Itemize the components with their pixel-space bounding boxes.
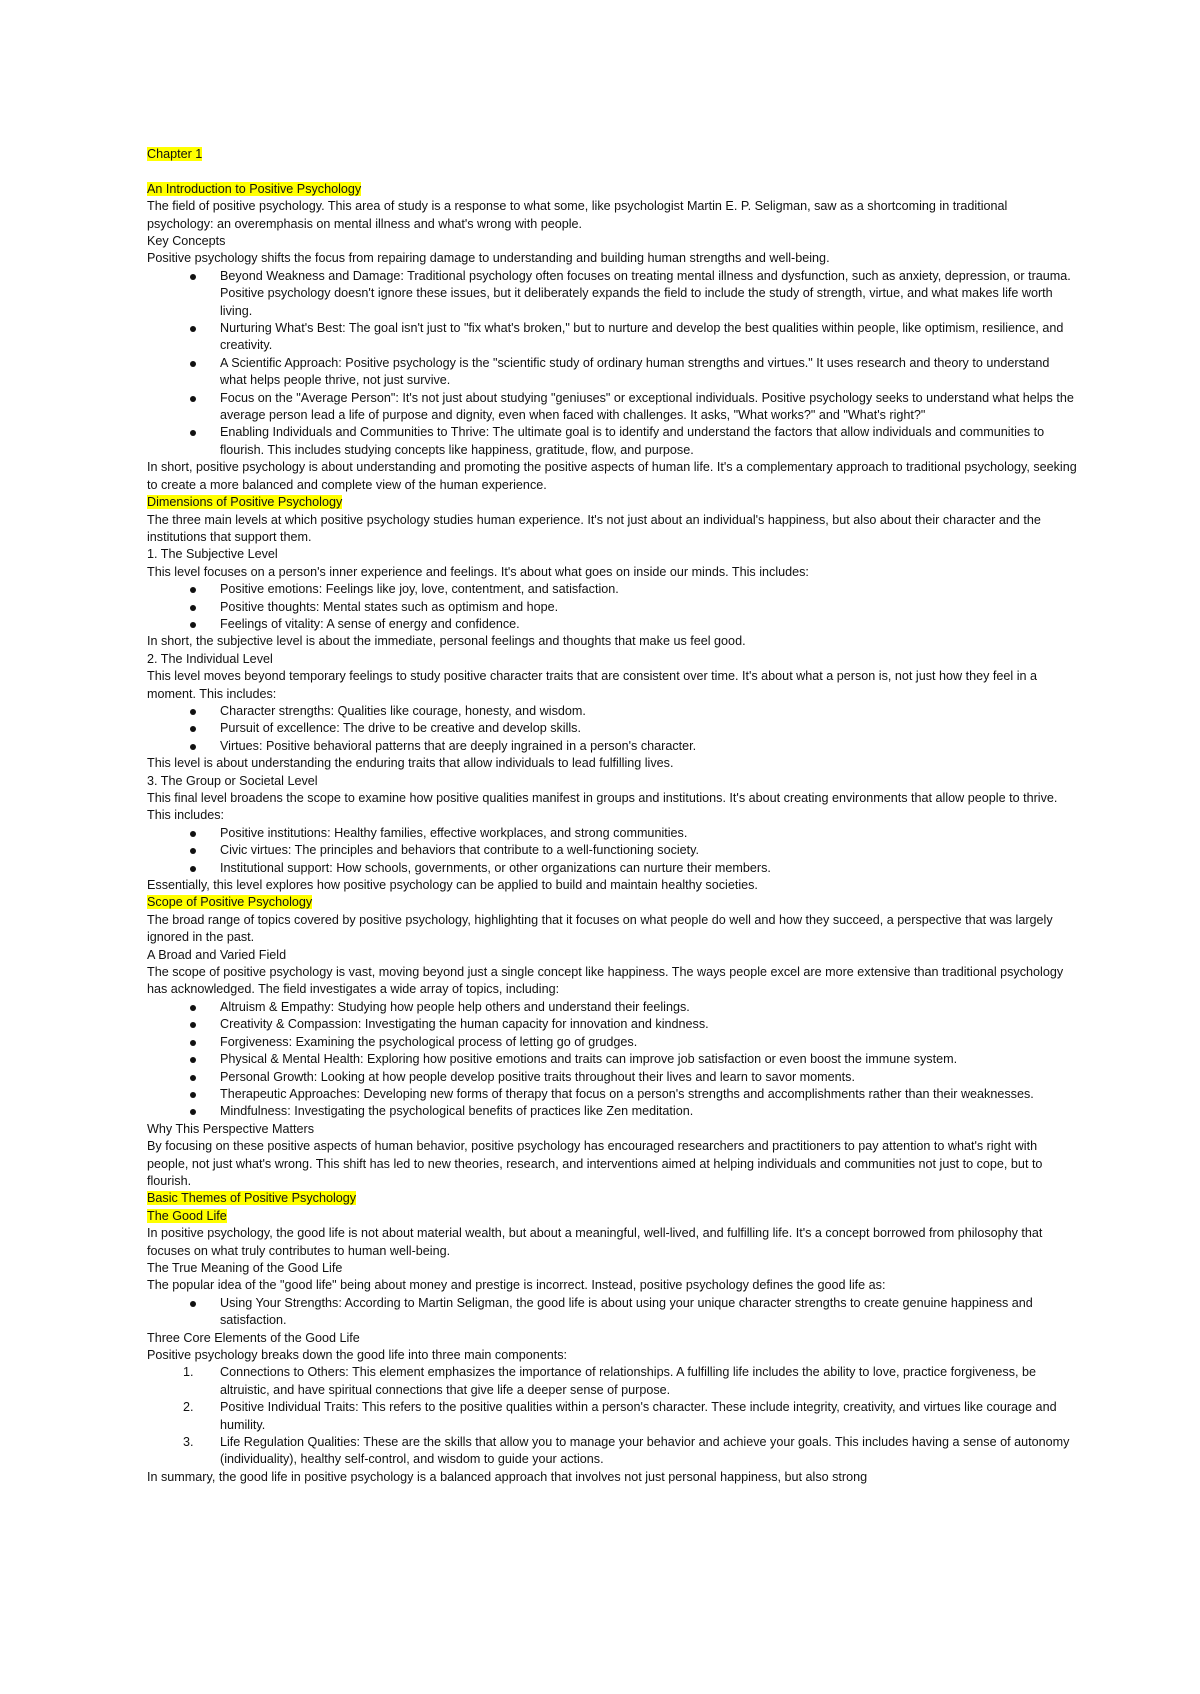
good-life-list [147, 1295, 1077, 1330]
list-item: Nurturing What's Best: The goal isn't just to "fix what's broken," but to nurture and develop the best qualities within people, like optimism, resilience, and creativity. [220, 320, 1077, 355]
subjective-summary: In short, the subjective level is about the immediate, personal feelings and thoughts that make us feel good. [147, 634, 746, 649]
intro-heading-text: An Introduction to Positive Psychology [147, 181, 362, 196]
list-item: Creativity & Compassion: Investigating the human capacity for innovation and kindness. [220, 1016, 1077, 1033]
group-summary: Essentially, this level explores how positive psychology can be applied to build and maintain healthy societies. [147, 878, 758, 893]
scope-heading [147, 894, 1077, 911]
scope-subheading-field: A Broad and Varied Field [147, 947, 287, 962]
list-item: Character strengths: Qualities like courage, honesty, and wisdom. [220, 703, 1077, 720]
chapter-title [147, 146, 1077, 163]
intro-summary: In short, positive psychology is about understanding and promoting the positive aspects of human life. It's a complementary approach to traditional psychology, seeking to create a more balanced and complete view of the human experience. [147, 460, 1077, 492]
individual-summary: This level is about understanding the enduring traits that allow individuals to lead fulfilling lives. [147, 756, 674, 771]
list-item: Civic virtues: The principles and behaviors that contribute to a well-functioning society. [220, 842, 1077, 859]
list-item: Positive emotions: Feelings like joy, love, contentment, and satisfaction. [220, 581, 1077, 598]
themes-heading [147, 1190, 1077, 1207]
group-intro: This final level broadens the scope to examine how positive qualities manifest in groups and institutions. It's about creating environments that allow people to thrive. This includes: [147, 791, 1058, 823]
list-item: Virtues: Positive behavioral patterns that are deeply ingrained in a person's character. [220, 738, 1077, 755]
individual-list [147, 703, 1077, 755]
subjective-list [147, 581, 1077, 633]
individual-title: 2. The Individual Level [147, 651, 273, 666]
intro-shift: Positive psychology shifts the focus from repairing damage to understanding and building human strengths and well-being. [147, 251, 830, 266]
list-item: Using Your Strengths: According to Martin Seligman, the good life is about using your unique character strengths to create genuine happiness and satisfaction. [220, 1295, 1077, 1330]
good-life-heading-text: The Good Life [147, 1208, 227, 1223]
individual-intro: This level moves beyond temporary feelings to study positive character traits that are consistent over time. It's about what a person is, not just how they feel in a moment. This includes: [147, 669, 1038, 701]
list-item: Enabling Individuals and Communities to Thrive: The ultimate goal is to identify and understand the factors that allow individuals and communities to flourish. This includes studying concepts like happiness, gratitude, flow, and purpose. [220, 424, 1077, 459]
dimensions-intro: The three main levels at which positive psychology studies human experience. It's not just about an individual's happiness, but also about their character and the institutions that support them. [147, 512, 1041, 544]
numbered-item: Life Regulation Qualities: These are the skills that allow you to manage your behavior and achieve your goals. This includes having a sense of autonomy (individuality), healthy self-control, and wisdom to guide your actions. [220, 1435, 1070, 1467]
list-item: Therapeutic Approaches: Developing new forms of therapy that focus on a person's strengths and accomplishments rather than their weaknesses. [220, 1086, 1077, 1103]
list-item: Forgiveness: Examining the psychological process of letting go of grudges. [220, 1034, 1077, 1051]
scope-topics-list [147, 999, 1077, 1121]
list-item: Institutional support: How schools, governments, or other organizations can nurture their members. [220, 860, 1077, 877]
dimensions-heading-text: Dimensions of Positive Psychology [147, 495, 343, 510]
dimensions-heading [147, 494, 1077, 511]
chapter-title-text: Chapter 1 [147, 147, 203, 161]
themes-heading-text: Basic Themes of Positive Psychology [147, 1191, 357, 1206]
group-title: 3. The Group or Societal Level [147, 773, 318, 788]
key-concepts-label: Key Concepts [147, 234, 226, 249]
list-item: Mindfulness: Investigating the psychological benefits of practices like Zen meditation. [220, 1103, 1077, 1120]
subjective-intro: This level focuses on a person's inner experience and feelings. It's about what goes on inside our minds. This includes: [147, 564, 809, 579]
blank-line [147, 163, 1077, 180]
good-life-paragraph-meaning: The popular idea of the "good life" being about money and prestige is incorrect. Instead, positive psychology defines the good life as: [147, 1278, 886, 1293]
list-item: A Scientific Approach: Positive psychology is the "scientific study of ordinary human strengths and virtues." It uses research and theory to understand what helps people thrive, not just survive. [220, 355, 1077, 390]
list-item: Physical & Mental Health: Exploring how positive emotions and traits can improve job satisfaction or even boost the immune system. [220, 1051, 1077, 1068]
numbered-item: Positive Individual Traits: This refers to the positive qualities within a person's character. These include integrity, creativity, and virtues like courage and humility. [220, 1400, 1057, 1432]
scope-subheading-matters: Why This Perspective Matters [147, 1121, 315, 1136]
list-item: Positive thoughts: Mental states such as optimism and hope. [220, 599, 1077, 616]
list-item: Altruism & Empathy: Studying how people help others and understand their feelings. [220, 999, 1077, 1016]
subjective-title: 1. The Subjective Level [147, 547, 278, 562]
good-life-subheading-meaning: The True Meaning of the Good Life [147, 1260, 343, 1275]
list-item: Feelings of vitality: A sense of energy and confidence. [220, 616, 1077, 633]
core-elements-list [147, 1364, 1077, 1468]
document-page [147, 146, 1077, 1486]
numbered-item: Connections to Others: This element emphasizes the importance of relationships. A fulfilling life includes the ability to love, practice forgiveness, be altruistic, and have spiritual connections that give life a deeper sense of purpose. [220, 1365, 1036, 1397]
list-item: Positive institutions: Healthy families, effective workplaces, and strong communities. [220, 825, 1077, 842]
group-list [147, 825, 1077, 877]
good-life-subheading-elements: Three Core Elements of the Good Life [147, 1330, 360, 1345]
scope-heading-text: Scope of Positive Psychology [147, 895, 313, 910]
list-item: Focus on the "Average Person": It's not just about studying "geniuses" or exceptional individuals. Positive psychology seeks to understand what helps the average person lead a life of purpose and dignity, even when faced with challenges. It asks, "What works?" and "What's right?" [220, 390, 1077, 425]
good-life-summary: In summary, the good life in positive psychology is a balanced approach that involves not just personal happiness, but also strong [147, 1469, 868, 1484]
list-item: Pursuit of excellence: The drive to be creative and develop skills. [220, 720, 1077, 737]
good-life-intro: In positive psychology, the good life is not about material wealth, but about a meaningful, well-lived, and fulfilling life. It's a concept borrowed from philosophy that focuses on what truly contributes to human well-being. [147, 1226, 1043, 1258]
scope-paragraph-field: The scope of positive psychology is vast, moving beyond just a single concept like happiness. The ways people excel are more extensive than traditional psychology has acknowledged. The field investigates a wide array of topics, including: [147, 965, 1064, 997]
list-item: Personal Growth: Looking at how people develop positive traits throughout their lives and learn to savor moments. [220, 1069, 1077, 1086]
list-item: Beyond Weakness and Damage: Traditional psychology often focuses on treating mental illness and dysfunction, such as anxiety, depression, or trauma. Positive psychology doesn't ignore these issues, but it deliberately expands the field to include the study of strength, virtue, and what makes life worth living. [220, 268, 1077, 320]
intro-definition: The field of positive psychology. This area of study is a response to what some, like psychologist Martin E. P. Seligman, saw as a shortcoming in traditional psychology: an overemphasis on mental illness and what's wrong with people. [147, 199, 1008, 231]
intro-heading [147, 181, 1077, 198]
key-concepts-list [147, 268, 1077, 459]
good-life-paragraph-elements: Positive psychology breaks down the good life into three main components: [147, 1348, 568, 1363]
scope-intro: The broad range of topics covered by positive psychology, highlighting that it focuses on what people do well and how they succeed, a perspective that was largely ignored in the past. [147, 912, 1053, 945]
scope-paragraph-matters: By focusing on these positive aspects of human behavior, positive psychology has encouraged researchers and practitioners to pay attention to what's right with people, not just what's wrong. This shift has led to new theories, research, and interventions aimed at helping individuals and communities not just to cope, but to flourish. [147, 1139, 1043, 1188]
good-life-heading [147, 1208, 1077, 1225]
